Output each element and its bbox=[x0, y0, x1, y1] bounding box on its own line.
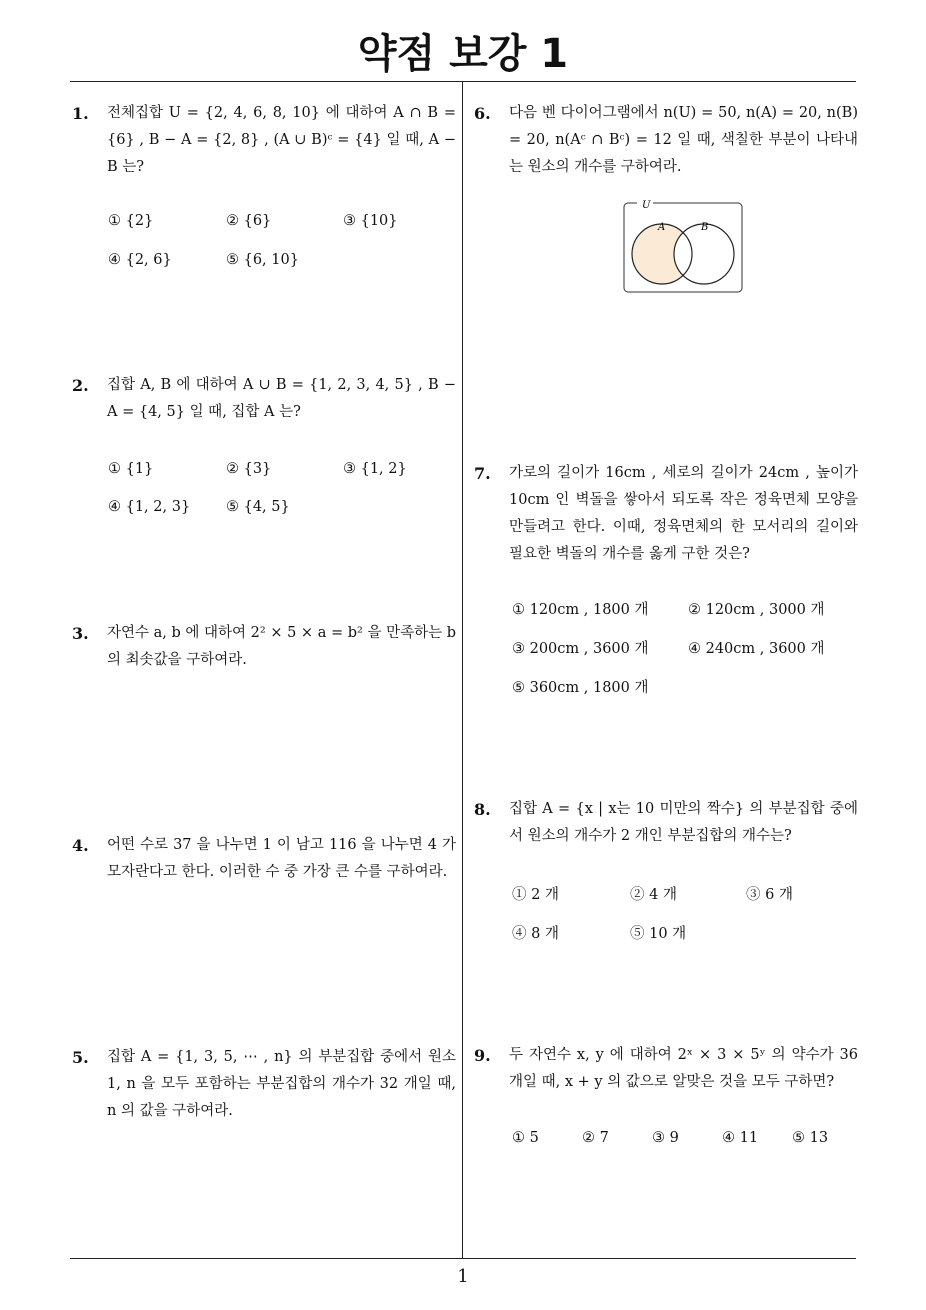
choice[interactable]: ③ 200cm , 3600 개 bbox=[512, 641, 649, 657]
question-text: 전체집합 U = {2, 4, 6, 8, 10} 에 대하여 A ∩ B = {6} , B − A = {2, 8} , (A ∪ B)ᶜ = {4} 일 때, A − B 는? bbox=[107, 105, 456, 175]
question-9 bbox=[474, 1042, 858, 1096]
question-number: 9. bbox=[474, 1046, 491, 1065]
choice[interactable]: ② {3} bbox=[226, 461, 272, 477]
question-number: 4. bbox=[72, 836, 89, 855]
choice[interactable]: ① 120cm , 1800 개 bbox=[512, 602, 649, 618]
question-text: 어떤 수로 37 을 나누면 1 이 남고 116 을 나누면 4 가 모자란다고 한다. 이러한 수 중 가장 큰 수를 구하여라. bbox=[107, 837, 456, 880]
choice[interactable]: ② 4 개 bbox=[630, 887, 677, 903]
choice[interactable]: ③ {1, 2} bbox=[343, 461, 407, 477]
choice[interactable]: ③ 9 bbox=[652, 1130, 679, 1146]
set-b-label: B bbox=[701, 222, 709, 233]
choice[interactable]: ④ {1, 2, 3} bbox=[108, 499, 191, 515]
top-divider bbox=[70, 81, 856, 82]
choice[interactable]: ① {2} bbox=[108, 213, 154, 229]
choice[interactable]: ② {6} bbox=[226, 213, 272, 229]
question-text: 가로의 길이가 16cm , 세로의 길이가 24cm , 높이가 10cm 인 벽돌을 쌓아서 되도록 작은 정육면체 모양을 만들려고 한다. 이때, 정육면체의 한 모서리의 길이와 필요한 벽돌의 개수를 옳게 구한 것은? bbox=[509, 465, 858, 562]
choice[interactable]: ⑤ 360cm , 1800 개 bbox=[512, 680, 649, 696]
question-text: 다음 벤 다이어그램에서 n(U) = 50, n(A) = 20, n(B) = 20, n(Aᶜ ∩ Bᶜ) = 12 일 때, 색칠한 부분이 나타내는 원소의 개수를 구하여라. bbox=[509, 105, 858, 175]
question-number: 6. bbox=[474, 104, 491, 123]
question-number: 7. bbox=[474, 464, 491, 483]
choice[interactable]: ④ 8 개 bbox=[512, 926, 559, 942]
question-text: 두 자연수 x, y 에 대하여 2ˣ × 3 × 5ʸ 의 약수가 36 개일 때, x + y 의 값으로 알맞은 것을 모두 구하면? bbox=[509, 1047, 858, 1090]
choice[interactable]: ① {1} bbox=[108, 461, 154, 477]
choice[interactable]: ④ 11 bbox=[722, 1130, 759, 1146]
set-a-label: A bbox=[658, 222, 666, 233]
question-number: 2. bbox=[72, 376, 89, 395]
choice[interactable]: ⑤ {6, 10} bbox=[226, 252, 299, 268]
page-title: 약점 보강 1 bbox=[357, 31, 569, 77]
choice[interactable]: ② 7 bbox=[582, 1130, 609, 1146]
column-divider bbox=[462, 82, 463, 1258]
question-number: 5. bbox=[72, 1048, 89, 1067]
question-number: 3. bbox=[72, 624, 89, 643]
choice[interactable]: ① 5 bbox=[512, 1130, 539, 1146]
choice[interactable]: ④ 240cm , 3600 개 bbox=[688, 641, 825, 657]
question-7 bbox=[474, 460, 858, 568]
venn-diagram bbox=[620, 198, 746, 296]
choice[interactable]: ④ {2, 6} bbox=[108, 252, 172, 268]
question-1 bbox=[72, 100, 456, 181]
question-text: 집합 A, B 에 대하여 A ∪ B = {1, 2, 3, 4, 5} , B − A = {4, 5} 일 때, 집합 A 는? bbox=[107, 377, 456, 420]
bottom-divider bbox=[70, 1258, 856, 1259]
choice[interactable]: ① 2 개 bbox=[512, 887, 559, 903]
universe-label: U bbox=[642, 200, 651, 211]
question-3 bbox=[72, 620, 456, 674]
choice[interactable]: ⑤ 10 개 bbox=[630, 926, 687, 942]
question-text: 집합 A = {x | x는 10 미만의 짝수} 의 부분집합 중에서 원소의 개수가 2 개인 부분집합의 개수는? bbox=[509, 801, 858, 844]
question-number: 1. bbox=[72, 104, 89, 123]
choice[interactable]: ③ {10} bbox=[343, 213, 398, 229]
question-text: 자연수 a, b 에 대하여 2² × 5 × a = b² 을 만족하는 b 의 최솟값을 구하여라. bbox=[107, 625, 456, 668]
choice[interactable]: ② 120cm , 3000 개 bbox=[688, 602, 825, 618]
question-5 bbox=[72, 1044, 456, 1125]
question-4 bbox=[72, 832, 456, 886]
question-2 bbox=[72, 372, 456, 426]
choice[interactable]: ⑤ {4, 5} bbox=[226, 499, 290, 515]
choice[interactable]: ⑤ 13 bbox=[792, 1130, 829, 1146]
question-number: 8. bbox=[474, 800, 491, 819]
page-number: 1 bbox=[457, 1266, 469, 1287]
choice[interactable]: ③ 6 개 bbox=[746, 887, 793, 903]
question-8 bbox=[474, 796, 858, 850]
question-text: 집합 A = {1, 3, 5, ⋯ , n} 의 부분집합 중에서 원소 1, n 을 모두 포함하는 부분집합의 개수가 32 개일 때, n 의 값을 구하여라. bbox=[107, 1049, 456, 1119]
question-6 bbox=[474, 100, 858, 181]
